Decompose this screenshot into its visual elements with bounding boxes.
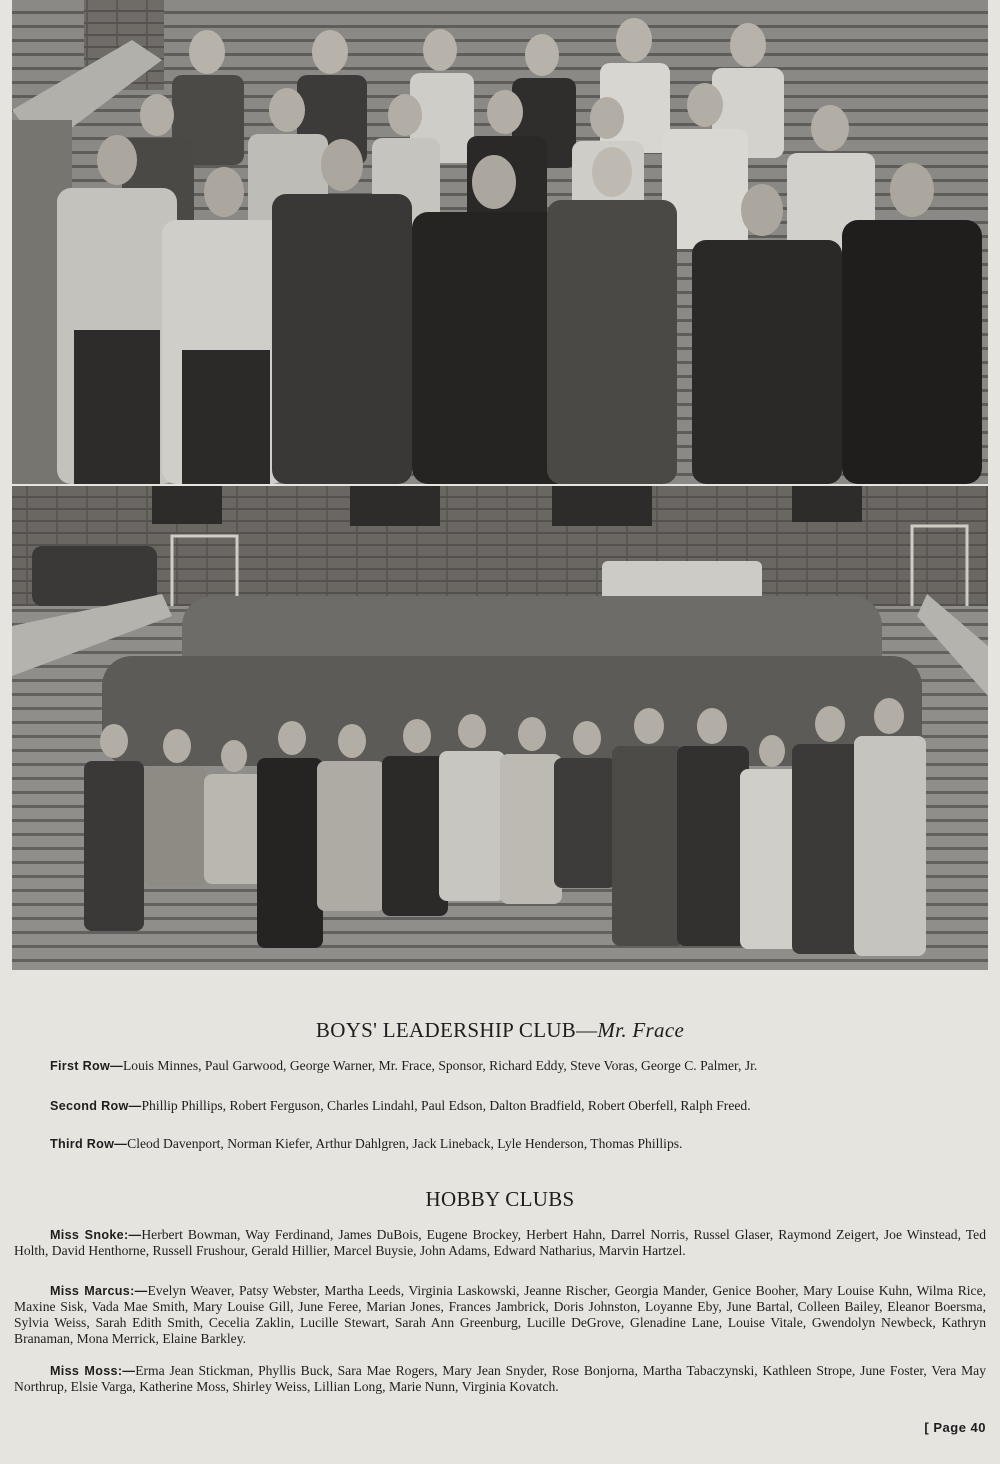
group-names: Erma Jean Stickman, Phyllis Buck, Sara Mae Rogers, Mary Jean Snyder, Rose Bonjorna, Martha Tabaczynski, Kathleen Strope, June Foster, Vera May Northrup, Elsie Varga, Katherine Moss, Shirley Weiss, Lillian Long, Marie Nunn, Virginia Kovatch.	[14, 1363, 986, 1394]
row-label: First Row—	[50, 1059, 123, 1073]
page-number: [ Page 40	[924, 1420, 986, 1435]
hobby-group-marcus	[14, 1283, 986, 1347]
boys-club-title	[0, 1018, 1000, 1043]
row-names: Louis Minnes, Paul Garwood, George Warner, Mr. Frace, Sponsor, Richard Eddy, Steve Voras, George C. Palmer, Jr.	[122, 1058, 758, 1073]
group-label: Miss Snoke:—	[50, 1228, 142, 1242]
boys-club-third-row	[14, 1136, 986, 1152]
row-names: Phillip Phillips, Robert Ferguson, Charles Lindahl, Paul Edson, Dalton Bradfield, Robert Oberfell, Ralph Freed.	[141, 1098, 751, 1113]
group-names: Herbert Bowman, Way Ferdinand, James DuBois, Eugene Brockey, Herbert Hahn, Darrel Norris, Russel Glaser, Raymond Zeigert, Joe Winstead, Ted Holth, David Henthorne, Russell Frushour, Gerald Hillier, Marcel Buysie, John Adams, Edward Natharius, Marvin Hartzel.	[14, 1227, 986, 1258]
row-label: Third Row—	[50, 1137, 128, 1151]
boys-club-sponsor: Mr. Frace	[597, 1018, 685, 1042]
boys-club-title-text: BOYS' LEADERSHIP CLUB—	[315, 1018, 598, 1042]
group-names: Evelyn Weaver, Patsy Webster, Martha Leeds, Virginia Laskowski, Jeanne Rischer, Georgia Mander, Genice Booher, Mary Louise Kuhn, Wilma Rice, Maxine Sisk, Vada Mae Smith, Mary Louise Gill, June Feree, Marian Jones, Frances Jambrick, Doris Johnston, Loyanne Eby, June Bartal, Colleen Bailey, Eleanor Boersma, Sylvia Weiss, Sarah Edith Smith, Cecelia Zaklin, Lucille Stewart, Sarah Ann Greenburg, Lucille DeGrove, Glenadine Lane, Louise Vitale, Gwendolyn Newbeck, Kathryn Branaman, Mona Merrick, Elaine Barkley.	[14, 1283, 987, 1346]
hobby-clubs-photo	[12, 486, 988, 970]
boys-club-second-row	[14, 1098, 986, 1114]
group-label: Miss Marcus:—	[50, 1284, 148, 1298]
row-label: Second Row—	[50, 1099, 142, 1113]
boys-club-photo	[12, 0, 988, 484]
group-label: Miss Moss:—	[50, 1364, 136, 1378]
boys-club-first-row	[14, 1058, 986, 1074]
hobby-group-moss	[14, 1363, 986, 1395]
hobby-clubs-title: HOBBY CLUBS	[425, 1187, 575, 1211]
hobby-group-snoke	[14, 1227, 986, 1259]
row-names: Cleod Davenport, Norman Kiefer, Arthur Dahlgren, Jack Lineback, Lyle Henderson, Thomas Phillips.	[127, 1136, 683, 1151]
